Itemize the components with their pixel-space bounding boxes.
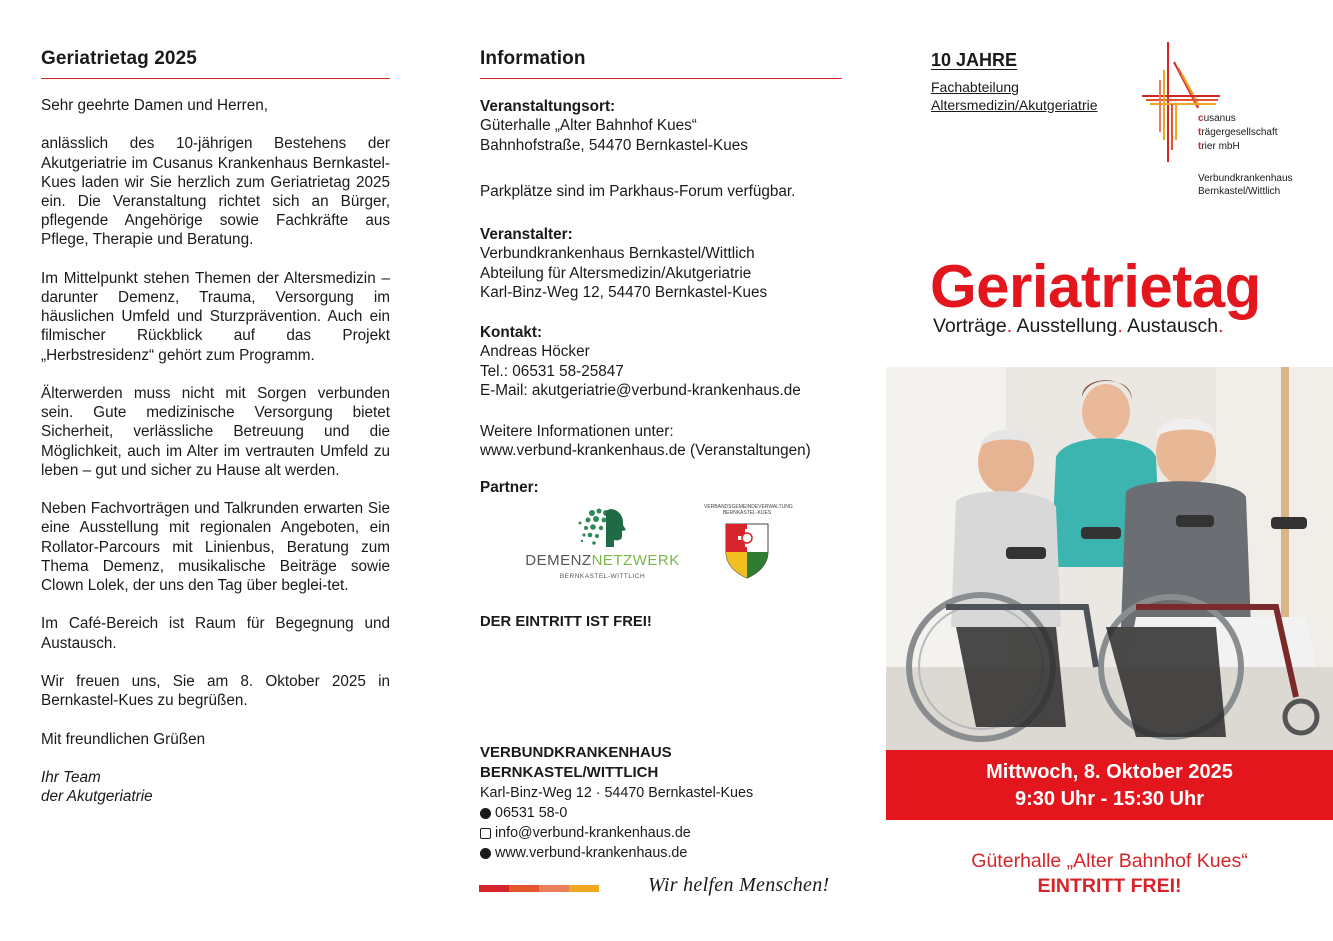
organizer-line-3: Karl-Binz-Weg 12, 54470 Bernkastel-Kues (480, 284, 768, 302)
demenz-sub: BERNKASTEL-WITTLICH (559, 573, 646, 580)
phone-icon (480, 808, 491, 819)
letter-title-rule (41, 78, 390, 79)
department-line-2: Altersmedizin/Akutgeriatrie (931, 97, 1098, 113)
cover-venue-name: Güterhalle „Alter Bahnhof Kues“ (971, 850, 1248, 872)
seniors-exercise-photo (886, 367, 1333, 750)
event-time: 9:30 Uhr - 15:30 Uhr (1015, 788, 1204, 810)
org-phone-row[interactable] (480, 803, 842, 823)
color-bar-segment (479, 885, 509, 892)
organizer-line-2: Abteilung für Altersmedizin/Akutgeriatrie (480, 264, 752, 282)
venue-label: Veranstaltungsort: (480, 98, 616, 115)
info-organizer (480, 225, 842, 303)
cover-venue (886, 849, 1333, 899)
mail-icon (480, 828, 491, 839)
partner-label: Partner: (480, 479, 539, 496)
hospital-name: Verbundkrankenhaus Bernkastel/Wittlich (1198, 173, 1293, 197)
venue-line-1: Güterhalle „Alter Bahnhof Kues“ (480, 117, 697, 135)
letter-paragraph-1: anlässlich des 10-jährigen Bestehens der Akutgeriatrie im Cusanus Krankenhaus Bernkastel-Kues laden wir Sie herzlich zum Geriatrietag 2025 ein. Die Veranstaltung richtet sich an Bürger, pflegende Angehörige sowie Fachkräfte aus Pflege, Therapie und Beratung. (41, 135, 390, 249)
more-label: Weitere Informationen unter: (480, 423, 674, 440)
venue-line-2: Bahnhofstraße, 54470 Bernkastel-Kues (480, 136, 748, 154)
org-phone: 06531 58-0 (495, 805, 568, 821)
info-title: Information (480, 48, 586, 69)
color-bar-segment (539, 885, 569, 892)
brand-color-bar (479, 885, 599, 892)
info-contact (480, 323, 842, 401)
parking-info: Parkplätze sind im Parkhaus-Forum verfügbar. (480, 183, 796, 200)
org-web-row[interactable] (480, 843, 842, 863)
org-line-2: BERNKASTEL/WITTLICH (480, 764, 659, 781)
demenz-head-icon (520, 503, 685, 553)
info-more (480, 422, 842, 461)
org-address: Karl-Binz-Weg 12 · 54470 Bernkastel-Kues (480, 785, 754, 801)
signature-line-1: Ihr Team (41, 768, 101, 786)
event-date-banner (886, 750, 1333, 820)
event-date: Mittwoch, 8. Oktober 2025 (986, 761, 1233, 783)
cover-free-entry: EINTRITT FREI! (1037, 875, 1182, 897)
event-title: Geriatrietag (930, 253, 1261, 320)
color-bar-segment (509, 885, 539, 892)
department-line-1: Fachabteilung (931, 79, 1019, 95)
demenz-netzwerk-logo (520, 503, 685, 583)
demenz-word: DEMENZ (525, 552, 592, 569)
organizer-label: Veranstalter: (480, 226, 573, 243)
organizer-line-1: Verbundkrankenhaus Bernkastel/Wittlich (480, 245, 755, 263)
event-subtitle: Vorträge. Ausstellung. Austausch. (933, 315, 1224, 337)
org-email: info@verbund-krankenhaus.de (495, 825, 691, 841)
letter-paragraph-3: Älterwerden muss nicht mit Sorgen verbunden sein. Gute medizinische Versorgung bietet Sicherheit, verlässliche Betreuung und die Möglichkeit, auch im Alter im vertrauten Umfeld zu leben – gut und sicher zu Hause alt werden. (41, 385, 390, 479)
anniversary-label: 10 JAHRE (931, 50, 1018, 70)
letter-body (41, 96, 390, 806)
contact-email[interactable]: E-Mail: akutgeriatrie@verbund-krankenhaus.de (480, 382, 801, 400)
contact-label: Kontakt: (480, 324, 543, 341)
color-bar-segment (569, 885, 599, 892)
letter-paragraph-2: Im Mittelpunkt stehen Themen der Altersmedizin – darunter Demenz, Trauma, Versorgung im häuslichen Umfeld und Sturzprävention. Auch ein filmischer Rückblick auf das Projekt „Herbstresidenz“ gehört zum Programm. (41, 269, 390, 364)
footer-organisation (480, 743, 842, 863)
org-web: www.verbund-krankenhaus.de (495, 845, 688, 861)
slogan: Wir helfen Menschen! (648, 874, 830, 896)
cusanus-logo-text: cusanus trägergesellschaft trier mbH (1198, 113, 1278, 152)
info-title-rule (480, 78, 842, 79)
letter-signature (41, 768, 390, 806)
contact-phone[interactable]: Tel.: 06531 58-25847 (480, 362, 624, 380)
netzwerk-word: NETZWERK (591, 552, 680, 569)
letter-closing: Mit freundlichen Grüßen (41, 730, 206, 748)
org-email-row[interactable] (480, 823, 842, 843)
letter-salutation: Sehr geehrte Damen und Herren, (41, 97, 269, 114)
signature-line-2: der Akutgeriatrie (41, 788, 153, 806)
letter-paragraph-4: Neben Fachvorträgen und Talkrunden erwarten Sie eine Ausstellung mit regionalen Angeboten, ein Rollator-Parcours mit Linienbus, Beratung zum Thema Demenz, musikalische Beiträge sowie Clown Lolek, der uns den Tag über beglei-tet. (41, 500, 390, 595)
coat-of-arms-icon (704, 516, 790, 582)
org-line-1: VERBUNDKRANKENHAUS (480, 744, 672, 761)
department-name (931, 78, 1098, 114)
info-venue (480, 97, 842, 155)
globe-icon (480, 848, 491, 859)
letter-paragraph-5: Im Café-Bereich ist Raum für Begegnung und Austausch. (41, 615, 390, 652)
vg-bernkastel-logo (704, 504, 793, 584)
free-entry-notice: DER EINTRITT IST FREI! (480, 614, 652, 630)
contact-name: Andreas Höcker (480, 343, 590, 361)
photo-illustration (886, 367, 1333, 750)
letter-paragraph-6: Wir freuen uns, Sie am 8. Oktober 2025 in Bernkastel-Kues zu begrüßen. (41, 673, 390, 710)
more-url[interactable]: www.verbund-krankenhaus.de (Veranstaltungen) (480, 442, 811, 460)
vg-name: VERBANDSGEMEINDEVERWALTUNG BERNKASTEL-KUES (704, 504, 793, 516)
letter-title: Geriatrietag 2025 (41, 48, 197, 69)
